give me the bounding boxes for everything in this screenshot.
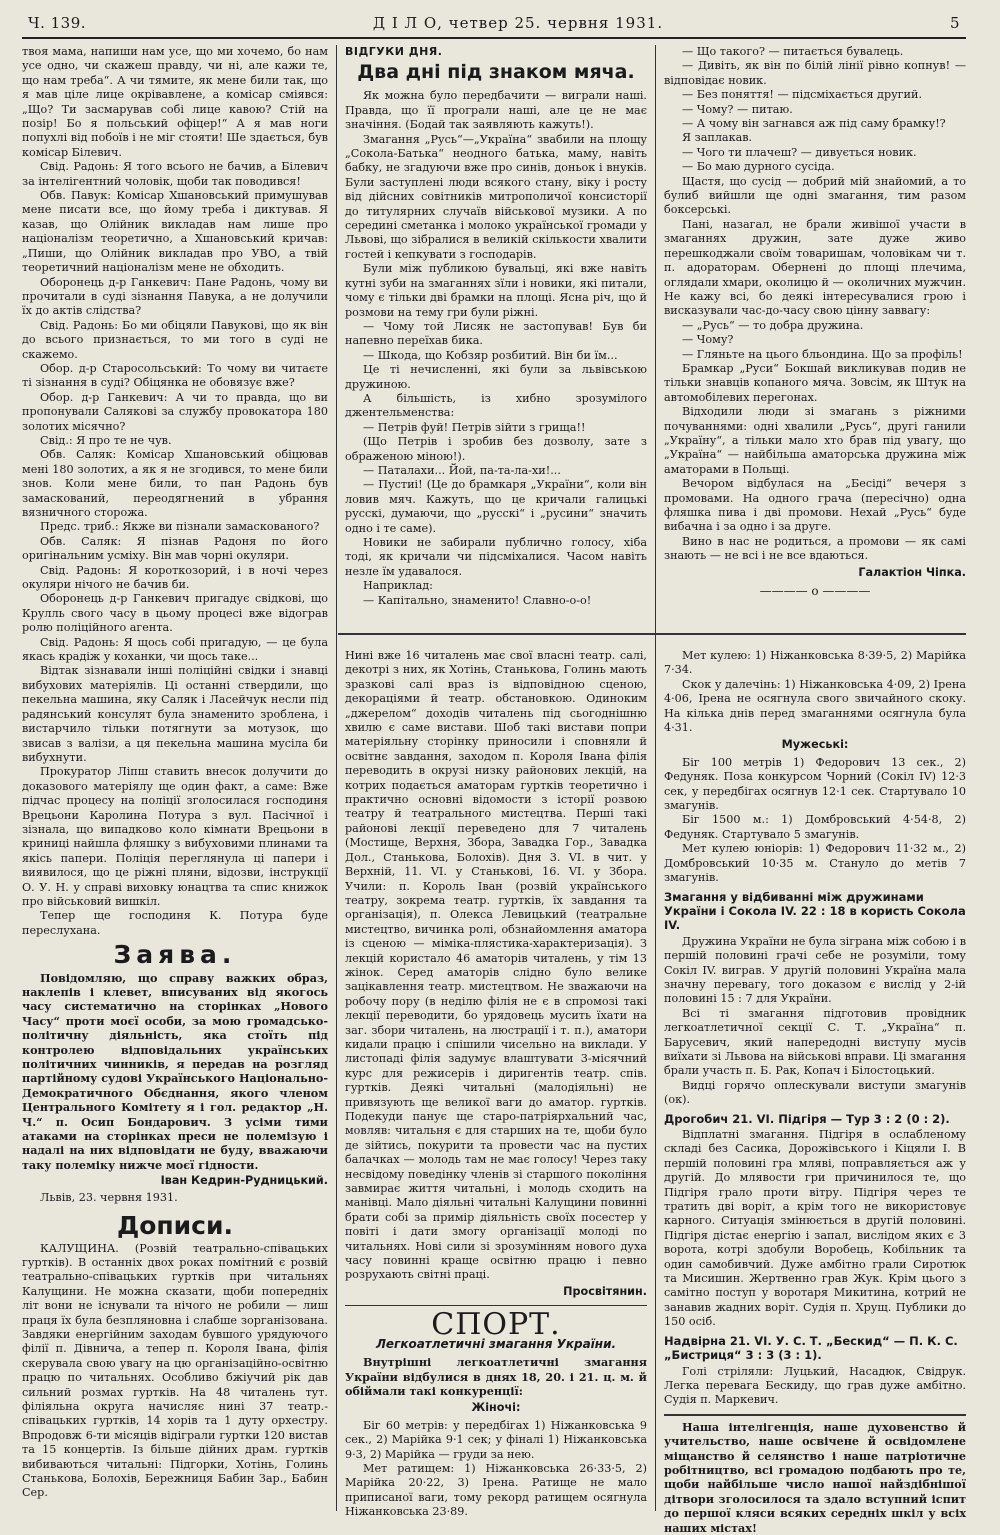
section-divider [338, 633, 966, 635]
paragraph: Оборонець д-р Ганкевич пригадує свідкові, що Крулль свого часу в цьому процесі вже відограв ролю поліційного агента. [22, 592, 328, 635]
paragraph: — Що такого? — питається бувалець. [682, 45, 904, 58]
paragraph: — Чому? — питаю. [682, 102, 793, 116]
paragraph: Видці горячо оплескували виступи змагунів (ок). [664, 1078, 967, 1107]
paragraph: Відходили люди зі змагань з ріжними почуваннями: одні хвалили „Русь“, другі ганили „Україну“, а тільки мало хто брав під увагу, що „Україна“ — найбільша аматорська дружина між аматорами в Польщі. [664, 405, 967, 476]
paragraph: Вино в нас не родиться, а промови — як самі знають — не всі і не все вдаються. [664, 534, 967, 563]
women-heading: Жіночі: [471, 1401, 521, 1415]
paragraph: Предс. триб.: Якже ви пізнали замаскованого? [40, 520, 320, 534]
dopysy-heading: Дописи. [116, 1211, 234, 1241]
page-body [22, 39, 967, 1535]
paragraph: — Гляньте на цього бльондина. Що за профіль! [682, 347, 963, 361]
paragraph: Вечором відбулася на „Бесіді“ вечеря з промовами. На одного грача (пересічно) одна фляшка пива і дві промови. Нехай „Русь“ буде вибачна і за одно і за друге. [664, 477, 967, 534]
paragraph: — Капітально, знаменито! Славно-о-о! [362, 593, 592, 607]
paragraph: Змагання „Русь“—„Україна“ звабили на площу „Сокола-Батька“ неодного батька, маму, навіть бабку, не згадуючи вже про синів, доньок і внуків. Були заступлені люди всякого стану, віку і росту від дійсних совітників митрополичої консисторії до титулярних случаїв військової музики. А по середині сметанка і молоко української громади у Львові, що зібралися в великій скількости хвалити гостей і кепкувати з господарів. [344, 132, 647, 261]
feuilleton-signature: Галактіон Чіпка. [858, 565, 967, 579]
paragraph: Були між публикою бувальці, які вже навіть кутні зуби на змаганнях зїли і новики, які питали, чому є тільки дві брамки на площі. Ясна річ, що й розмови на тему гри були ріжні. [344, 262, 647, 319]
paragraph: — Петрів фуй! Петрів зійти з грища!! [362, 420, 586, 434]
paragraph: — „Русь“ — то добра дружина. [682, 318, 864, 332]
paragraph: Тепер ще господиня К. Потура буде переслухана. [22, 909, 328, 937]
paragraph: Внутрішні легкоатлетичні змагання України відбулися в днях 18, 20. і 21. ц. м. й обіймали такі конкуренції: [344, 1355, 647, 1398]
zayava-text: Повідомляю, що справу важких образ, наклепів і клевет, вписуваних від якогось часу систематично на сторінках „Нового Часу“ проти моєї особи, за мою громадсько-політичну діяльність, яка стоїть під контролею відповідальних українських політичних чинників, я передав на розгляд партійному судові Українського Національно-Демократичного Обєднання, якого членом Центрального Комітету я і гол. редактор „Н. Ч.“ п. Осип Бондарович. З усіми тими атаками на сторінках преси не полемізую і надалі на них відповідати не буду, вважаючи таку полеміку нижче моєї гідности. [22, 970, 328, 1172]
zayava-signature: Іван Кедрин-Рудницький. [160, 1174, 328, 1188]
paragraph: Це ті нечисленні, які були за львівською дружиною. [344, 363, 647, 391]
zayava-place-date: Львів, 23. червня 1931. [40, 1190, 178, 1204]
appeal-text: Наша інтелігенція, наше духовенство й учительство, наше освічене й освідомлене міщанство й селянство і наше патріотичне робітництво, всі громадою подбають про те, щоби найбільше число нашої найздібнішої дітвори зголосилося та здало вступний іспит до першої кляси всяких середніх шкіл у всіх наших містах! [664, 1419, 967, 1535]
paragraph: Свід. Радонь: Я короткозорий, і в ночі через окуляри нічого не бачив би. [22, 563, 328, 592]
paragraph: Свід.: Я про те не чув. [40, 433, 172, 447]
page-number: 5 [949, 14, 960, 32]
paragraph: — Чого ти плачеш? — дивується новик. [682, 145, 917, 159]
paragraph: Свід. Радонь: Бо ми обіцяли Павукові, що як він до всього признається, то ми того в суді не скажемо. [22, 318, 328, 361]
paragraph: Обор. д-р Ганкевич: А чи то правда, що ви пропонували Салякові за службу провокатора 180 золотих місячно? [22, 390, 328, 433]
paragraph: (Що Петрів і зробив без дозволу, зате з ображеною міною!). [344, 435, 647, 463]
drohobych-heading: Дрогобич 21. VI. Підгіря — Тур 3 : 2 (0 : 2). [664, 1111, 950, 1126]
rubric-label: ВІДГУКИ ДНЯ. [344, 45, 443, 58]
paragraph: Обв. Павук: Комісар Хшановський примушував мене писати все, що йому треба і диктував. Я казав, що Олійник викладав нам лише про націоналізм теоретично, а Хшановський кричав: „Пиши, що Олійник викладав про УВО, а твій теоретичний націоналізм мене не обходить. [22, 189, 328, 275]
paragraph: — Чому той Лисяк не застопував! Був би напевно переїхав бика. [344, 319, 647, 348]
feuilleton-headline: Два дні під знаком мяча. [357, 61, 635, 84]
paragraph: Наприклад: [362, 579, 433, 593]
article-signature: Просвітянин. [563, 1284, 647, 1298]
issue-number: Ч. 139. [28, 14, 87, 32]
zayava-heading: Заява. [113, 940, 237, 970]
paragraph: Відтак зізнавали інші поліційні свідки і знавці вибухових матеріялів. Ці останні ствердили, що пекельна машина, яку Саляк і Ласейчук несли під радянський консулят була знаменито зроблена, і вистарчило тільки потягнути за мотузок, що звисав з валізи, а ця пекельна машина мусіла би вибухнути. [22, 664, 328, 764]
paragraph: Оборонець д-р Ганкевич: Пане Радонь, чому ви прочитали в суді зізнання Павука, а не долучили їх до актів слідства? [22, 275, 328, 318]
result-item: Мет кулею: 1) Ніжанковська 8·39·5, 2) Марійка 7·34. [664, 649, 967, 677]
match-heading: Змагання у відбиванні між дружинами України і Сокола IV. 22 : 18 в користь Сокола IV. [664, 889, 966, 933]
feuilleton-section [345, 45, 647, 631]
result-item: Біг 60 метрів: у передбігах 1) Ніжанковська 9 сек., 2) Марійка 9·1 сек; у фіналі 1) Ніжанковська 9·3, 2) Марійка — груди за нею. [344, 1418, 647, 1461]
sport-subheading: Легкоатлетичні змагання України. [375, 1336, 617, 1351]
right-column [656, 45, 967, 1535]
paragraph: — Пустиі! (Це до брамкаря „України“, коли він ловив мяч. Кажуть, що це кричали галицькі русскі, думаючи, що „русскі“ і „русини“ значить одно і те саме). [344, 478, 647, 535]
result-item: Біг 100 метрів 1) Федорович 13 сек., 2) Федуняк. Поза конкурсом Чорний (Сокіл IV) 12·3 сек, у передбігах осягнув 12·1 сек. Стартувало 10 змагунів. [664, 755, 967, 813]
ornament-divider: ———— o ———— [759, 584, 871, 599]
dopysy-text: КАЛУЩИНА. (Розвій театрально-співацьких гуртків). В останніх двох роках помітний є розвій театрально-співацьких гуртків при читальнях Калущини. Не можна сказати, щоби попередніх літ вони не існували та нічого не робили — лиш праця їх була безпляновна і слабше зорганізована. Завдяки енергійним заходам бувшого урядуючого філії п. Дівнича, а тепер п. Короля Івана, філія скерувала свою увагу на цю організаційно-освітню працю по читальнях. Особливо бжіучий рік дав сильний розмах гуртків. На 48 читалень тут. філіяльна округа начисляє нині 37 театр.-співацьких гуртків, 14 хорів та 1 дуту орхестру. Впродовж 6-ти місяців відіграли гуртки 120 вистав та 15 концертів. Із більше дійних драм. гуртків вибиваються читальні: Підгорки, Хотінь, Голинь Станькова, Болохів, Бережниця Бабин Зар., Бабин Сер. [22, 1241, 328, 1500]
paragraph: — Без поняття! — підсміхається другий. [682, 88, 923, 102]
result-item: Мет ратищем: 1) Ніжанковська 26·33·5, 2) Марійка 20·22, 3) Ірена. Ратище не мало приписаної ваги, тому рекорд ратищем осягнула Ніжанковська 23·89. [344, 1461, 647, 1519]
paragraph: Прокуратор Ліпш ставить внесок долучити до доказового матеріялу ще один факт, а саме: Вже підчас процесу на поліції зголосилася господиня Врецьони Каролина Потура з вул. Пасічної і зізнала, що випадково коло кімнати Врецьони в криниці найшла фляшку з вибуховими плинами та якісь папери. Поліція переглянула ці папери і виявилося, що це ріжні пляни, відозви, інструкції О. У. Н. у справі виховку юнацтва та спис книжок про військовий вишкіл. [22, 765, 328, 908]
paragraph: Обв. Саляк: Я пізнав Радоня по його оригінальним усміху. Він мав чорні окуляри. [22, 534, 328, 563]
result-item: Мет кулею юніорів: 1) Федорович 11·32 м., 2) Домбровський 10·35 м. Стануло до метів 7 змагунів. [664, 842, 967, 885]
paragraph: Брамкар „Руси“ Бокшай викликував подив не тільки знавців копаного мяча. Зовсім, як Штук на автомобілевих перегонах. [664, 361, 967, 404]
men-heading: Мужеські: [781, 738, 849, 752]
paragraph: А більшість, із хибно зрозумілого джентельменства: [344, 391, 647, 420]
feuilleton-continuation [664, 45, 966, 631]
divider [664, 1414, 966, 1416]
paragraph: Відплатні змагання. Підгіря в ослабленому складі без Сасика, Дорожівського і Кіцяли І. В першій половині гра мляві, поправляється аж у другій. До млявости гри причинилося те, що Підгіря грало проти вітру. Підгіря через те тратить дві воріт, а крім того не використовує карного. Ситуація змінюється в другій половині. Підгіря дістає енергію і запал, вислідом яких є 3 ворота, котрі здобули Воробець, Кобільник та один самобивчий. Дуже амбітно грали Сиротюк та Мисишин. Жертвенно грав Жук. Крім цього з самітно поступ у воротаря Микитина, котрий не занавив жадних воріт. Судія п. Хрущ. Публики до 150 осіб. [664, 1128, 967, 1329]
paragraph: Пані, назагал, не брали живішої участи в змаганнях дружин, зате дуже живо перешкоджали своїм товаришам, чоловікам чи т. п. адораторам. Обернені до площі плечима, оглядали хмари, околицю й — околичних мужчин. Не кажу всі, бо деякі інтересувалися грою і висказували час-до-часу свою цінну заввагу: [664, 217, 967, 318]
paragraph: Обор. д-р Старосольський: То чому ви читаєте ті зізнання в суді? Обіцянка не обовязує вже? [22, 361, 328, 390]
newspaper-title-date: Д І Л О, четвер 25. червня 1931. [372, 14, 664, 32]
left-column [22, 45, 337, 1511]
trial-report [22, 45, 328, 938]
paragraph: — Бо маю дурного сусіда. [682, 160, 835, 174]
paragraph: — Чому? [682, 333, 734, 347]
paragraph: — Шкода, що Кобзяр розбитий. Він би їм... [362, 348, 618, 362]
middle-column [337, 45, 656, 1519]
paragraph: Новики не забирали публично голосу, хіба тоді, як кричали чи підсміхалися. Часом навіть незле їм удавалося. [344, 536, 647, 578]
paragraph: — Дивіть, як він по білій лінії рівно копнув! — відповідає новик. [664, 59, 967, 87]
paragraph: Свід. Радонь: Я щось собі пригадую, — це була якась крадіж у коханки, чи щось таке... [22, 635, 328, 664]
result-item: Скок у далечінь: 1) Ніжанковська 4·09, 2) Ірена 4·06, Ірена не осягнула свого звичайного скоку. На кілька днів перед змаганнями осягнула була 4·31. [664, 677, 967, 735]
masthead [22, 14, 966, 39]
paragraph: Свід. Радонь: Я того всього не бачив, а Білевич за інтелігентний чоловік, щоби так поводився! [22, 160, 328, 188]
paragraph: Дружина України не була зіграна між собою і в першій половині грачі себе не розуміли, тому Сокіл IV. виграв. У другій половині Україна мала значну перевагу, того доказом є вислід у 2-ій половині 15 : 7 для України. [664, 934, 967, 1006]
divider [345, 1305, 647, 1306]
nadvirna-heading: Надвірна 21. VI. У. С. Т. „Бескид“ — П. К. С. „Бистриця“ 3 : 3 (3 : 1). [664, 1333, 958, 1363]
paragraph: твоя мама, напиши нам усе, що ми хочемо, бо нам усе одно, чи скажеш правду, чи ні, але кажи те, що нам треба“. А чи тямите, як мене били так, що я мав ціле лице окрівавлене, а комісар сміявся: „Що? Ти засмарував собі лице кавою? Стій на позір! Бо я польський офіцер!“ А я мав ноги попухлі від побоїв і не міг стояти! Ше здається, був комісар Білевич. [22, 45, 328, 159]
sport-heading: СПОРТ. [431, 1307, 561, 1343]
paragraph: Я заплакав. [682, 131, 753, 145]
paragraph: Нині вже 16 читалень має свої власні театр. салі, декотрі з них, як Хотінь, Станькова, Голинь мають зразкові салі враз із відповідною сценою, декораціями й театр. обстановкою. Одиноким „джерелом“ доходів читалень під сьогоднішню хвилю є саме вистави. Шоб такі вистави попри матеріяльну сторінку приносили і сповняли й освітнє завдання, заходом п. Короля Івана філія переводить в окрузі низку районових лекцій, на котрих подається аматорам гуртків теоретично і практично основні відомости з історії розвою театру й театрального мистецтва. Перші такі районові лекції переведено для 7 читалень (Мостище, Верхня, Збора, Завадка Гор., Завадка Дол., Станькова, Болохів). Дня 3. VI. в чит. у Верхній, 11. VI. у Станькові, 16. VI. у Збора. Учили: п. Король Іван (розвій українського театру, зокрема театр. гуртків, їх завдання та організація), п. Олекса Левицький (театральне мистецтво, вичинка ролі, обзнайомлення аматора із сценою — міміка-плястика-характеризація). З лекцій користало 46 аматорів читалень, у тім 13 жінок. Серед аматорів слідно було велике зацікавлення театр. мистецтвом. Не зважаючи на робочу пору (в неділю філія не є в спромозі такі лекції переводити, бо урядовець мусить їхати на заг. збори читалень, на люстрації і т. п.), аматори кидали працю і спішили чисельно на виклади. У листопаді філія задумує влаштувати 3-місячний курс для режисерів і диригентів театр. спів. гуртків. Деякі читальні (малодіяльні) не привязують ще великої ваги до аматор. гуртків. Подекуди панує ще старо-патріярхальний час, мовляв: читальня є для старших на те, щоби було де зійтись, покурити та провести час на пустих балачках — молодь там не має голосу! Через таку несвідому поведінку членів зі старшого покоління завмирає життя читальні, і молодь сходить на манівці. Мало діяльні читальні Калущини повинні брати собі за примір діяльність своїх посестер у повіті і дати змогу організації молоді по читальнях. Нові сили зі зрозумінням нового духа часу повинні краще освітню працю і певно розрухають світні праці. [344, 649, 647, 1282]
paragraph: — А чому він загнався аж під саму брамку!? [682, 117, 946, 131]
paragraph: Щастя, що сусід — добрий мій знайомий, а то булиб вийшли ще одні змагання, тим разом боксерські. [664, 174, 967, 217]
paragraph: Обв. Саляк: Комісар Хшановський обіцював мені 180 золотих, а як я не згодився, то мене били знов. Коли мене били, то пан Радонь був замаскований, переодягнений в убрання вязничного сторожа. [22, 448, 328, 519]
paragraph: Як можна було передбачити — виграли наші. Правда, що її програли наші, але це не має значіння. (Бодай так заявляють кажуть!). [344, 89, 647, 132]
paragraph: — Паталахи... Йой, па-та-ла-хи!... [362, 463, 561, 477]
result-item: Біг 1500 м.: 1) Домбровський 4·54·8, 2) Федуняк. Стартувало 5 змагунів. [664, 813, 967, 841]
paragraph: Голі стріляли: Луцький, Насадюк, Свідрук. Легка перевага Бескиду, що грав дуже амбітно. Судія п. Маркевич. [664, 1364, 967, 1407]
paragraph: Всі ті змагання підготовив провідник легкоатлетичної секції С. Т. „Україна“ п. Барусевич, який напередодні виступу мусів виїхати зі Львова на військові вправи. Ці змагання брали участь п. Б. Рак, Копач і Білостоцький. [664, 1006, 967, 1078]
